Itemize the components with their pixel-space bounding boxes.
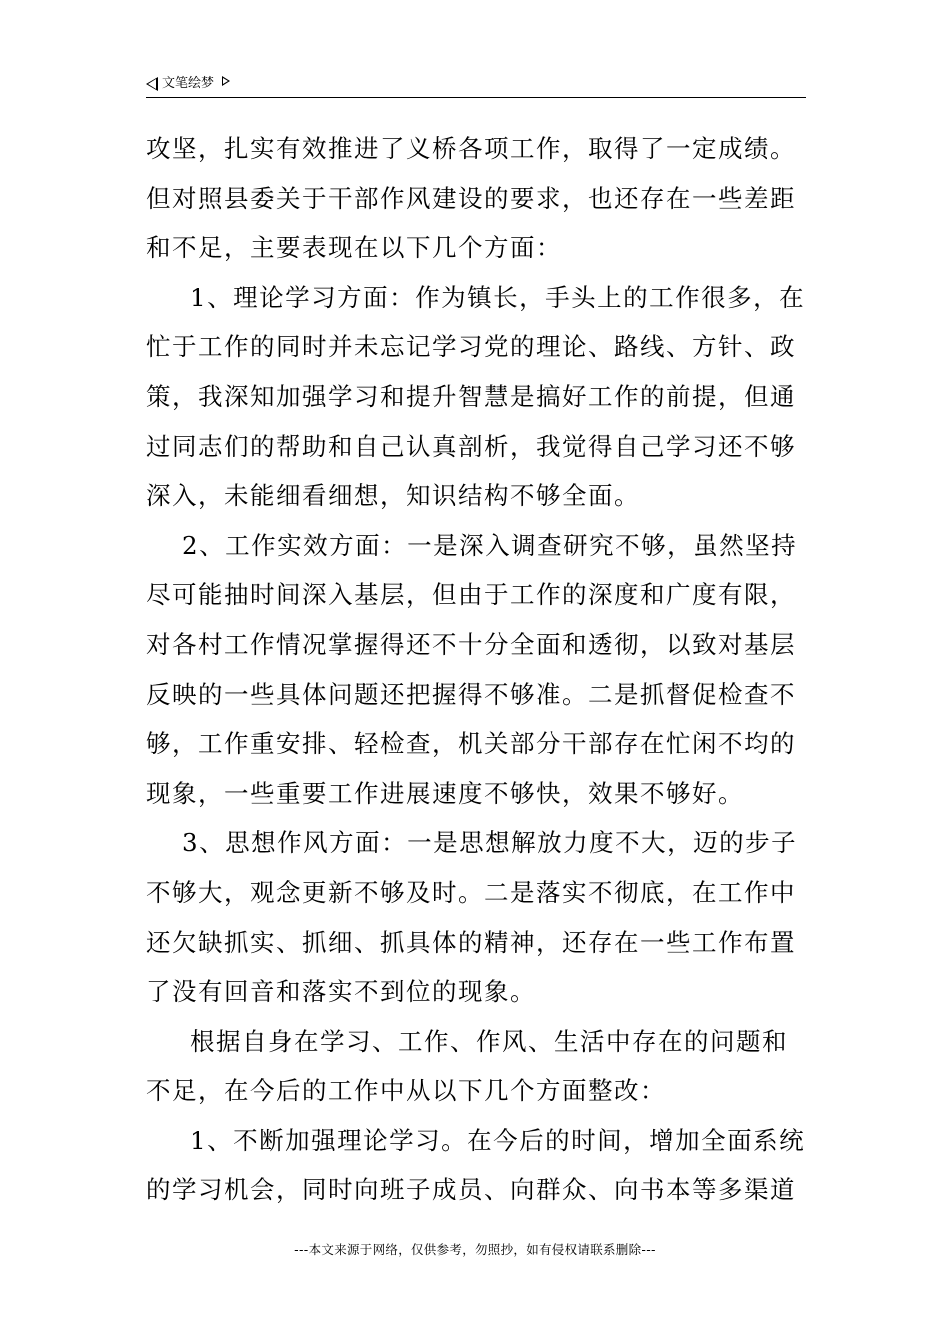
body-line: 不够大，观念更新不够及时。二是落实不彻底，在工作中: [146, 877, 796, 907]
body-line: 策，我深知加强学习和提升智慧是搞好工作的前提，但通: [146, 381, 796, 411]
body-line: 尽可能抽时间深入基层，但由于工作的深度和广度有限，: [146, 580, 796, 610]
body-line: 不足，在今后的工作中从以下几个方面整改：: [146, 1076, 666, 1106]
body-line: 1、不断加强理论学习。在今后的时间，增加全面系统: [190, 1125, 806, 1155]
header-divider: [146, 97, 806, 98]
body-line: 根据自身在学习、工作、作风、生活中存在的问题和: [190, 1026, 788, 1056]
body-line: 够，工作重安排、轻检查，机关部分干部存在忙闲不均的: [146, 729, 796, 759]
body-line: 2、工作实效方面：一是深入调查研究不够，虽然坚持: [182, 530, 798, 560]
body-line: 但对照县委关于干部作风建设的要求，也还存在一些差距: [146, 183, 796, 213]
body-line: 反映的一些具体问题还把握得不够准。二是抓督促检查不: [146, 679, 796, 709]
body-line: 攻坚，扎实有效推进了义桥各项工作，取得了一定成绩。: [146, 134, 796, 163]
body-line: 深入，未能细看细想，知识结构不够全面。: [146, 481, 640, 511]
body-line: 和不足，主要表现在以下几个方面：: [146, 233, 562, 263]
page-footer: ---本文来源于网络，仅供参考，勿照抄，如有侵权请联系删除---: [294, 1242, 656, 1257]
body-line: 过同志们的帮助和自己认真剖析，我觉得自己学习还不够: [146, 431, 796, 461]
body-line: 现象，一些重要工作进展速度不够快，效果不够好。: [146, 778, 744, 808]
triangle-left-icon: [146, 77, 158, 91]
body-line: 忙于工作的同时并未忘记学习党的理论、路线、方针、政: [146, 332, 796, 362]
body-line: 的学习机会，同时向班子成员、向群众、向书本等多渠道: [146, 1175, 796, 1205]
page-header: [146, 72, 806, 96]
header-title: 文笔绘梦: [162, 76, 215, 91]
body-line: 了没有回音和落实不到位的现象。: [146, 977, 536, 1007]
body-line: 1、理论学习方面：作为镇长，手头上的工作很多，在: [190, 282, 806, 312]
body-line: 3、思想作风方面：一是思想解放力度不大，迈的步子: [182, 828, 798, 858]
body-line: 还欠缺抓实、抓细、抓具体的精神，还存在一些工作布置: [146, 927, 796, 957]
triangle-right-icon: [222, 76, 230, 86]
body-line: 对各村工作情况掌握得还不十分全面和透彻，以致对基层: [146, 629, 796, 659]
document-body: [146, 124, 810, 1215]
